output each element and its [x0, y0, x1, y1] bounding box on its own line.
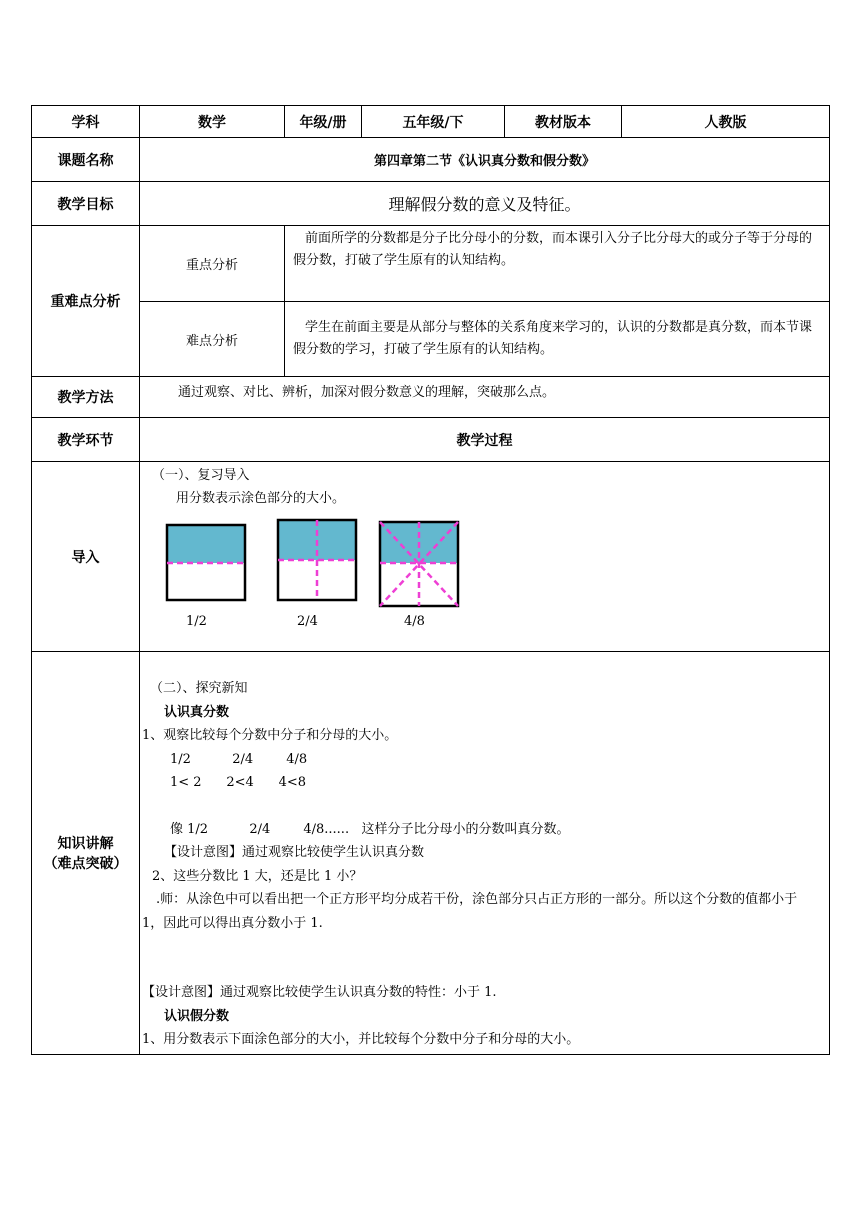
analysis-label: 重难点分析 — [32, 226, 140, 377]
definition-text: 像 1/2 2/4 4/8...... 这样分子比分母小的分数叫真分数。 — [170, 821, 570, 837]
intro-heading: （一）、复习导入 — [152, 468, 250, 483]
process-label: 教学环节 — [32, 418, 140, 462]
difficult-analysis-cell — [285, 302, 830, 377]
knowledge-cell — [140, 652, 830, 1055]
lesson-plan-table — [31, 105, 830, 1055]
method-value: 通过观察、对比、辨析，加深对假分数意义的理解，突破那么点。 — [178, 385, 556, 400]
question-3: 1、用分数表示下面涂色部分的大小，并比较每个分数中分子和分母的大小。 — [142, 1032, 580, 1047]
figure-half — [167, 525, 245, 600]
knowledge-row — [32, 652, 830, 1055]
method-row — [32, 377, 830, 418]
difficult-analysis-text: 学生在前面主要是从部分与整体的关系角度来学习的，认识的分数都是真分数，而本节课假分数的学习，打破了学生原有的认知结构。 — [293, 320, 813, 357]
knowledge-label-line1: 知识讲解 — [57, 836, 114, 852]
goal-row — [32, 182, 830, 226]
method-label: 教学方法 — [32, 377, 140, 418]
topic-row — [32, 138, 830, 182]
key-analysis-label: 重点分析 — [140, 226, 285, 302]
spacer-2 — [140, 935, 829, 981]
fraction-figures — [140, 462, 836, 650]
intro-label: 导入 — [32, 462, 140, 652]
design-note-1: 【设计意图】通过观察比较使学生认识真分数 — [164, 845, 425, 860]
figure-quarters — [278, 520, 356, 600]
textbook-value: 人教版 — [622, 106, 830, 138]
figure-eighths — [380, 522, 458, 606]
design-note-2: 【设计意图】通过观察比较使学生认识真分数的特性：小于 1. — [142, 985, 497, 1000]
intro-prompt: 用分数表示涂色部分的大小。 — [176, 491, 346, 506]
goal-value: 理解假分数的意义及特征。 — [140, 182, 830, 226]
process-row — [32, 418, 830, 462]
textbook-label: 教材版本 — [505, 106, 622, 138]
header-row — [32, 106, 830, 138]
intro-cell — [140, 462, 830, 652]
figure-half-shade — [167, 525, 245, 563]
caption-eighths: 4/8 — [404, 614, 425, 629]
proper-fraction-title: 认识真分数 — [164, 704, 230, 720]
grade-value: 五年级/下 — [362, 106, 505, 138]
goal-label: 教学目标 — [32, 182, 140, 226]
difficult-analysis-row — [32, 302, 830, 377]
fractions-row: 1/2 2/4 4/8 — [170, 751, 308, 767]
difficult-analysis-label: 难点分析 — [140, 302, 285, 377]
method-cell — [140, 377, 830, 418]
key-analysis-row — [32, 226, 830, 302]
grade-label: 年级/册 — [285, 106, 362, 138]
process-value: 教学过程 — [140, 418, 830, 462]
teacher-explanation: .师：从涂色中可以看出把一个正方形平均分成若干份，涂色部分只占正方形的一部分。所以这个分数的值都小于 1，因此可以得出真分数小于 1. — [142, 892, 798, 931]
subject-value: 数学 — [140, 106, 285, 138]
question-2: 2、这些分数比 1 大，还是比 1 小？ — [152, 868, 363, 884]
caption-half: 1/2 — [186, 614, 207, 629]
knowledge-label — [32, 652, 140, 1055]
spacer-1 — [140, 795, 829, 818]
compare-row: 1< 2 2<4 4<8 — [170, 775, 307, 790]
intro-content — [140, 462, 829, 650]
knowledge-label-line2: （难点突破） — [43, 856, 128, 872]
improper-fraction-title: 认识假分数 — [164, 1008, 230, 1024]
question-1: 1、观察比较每个分数中分子和分母的大小。 — [142, 728, 398, 743]
topic-value: 第四章第二节《认识真分数和假分数》 — [140, 138, 830, 182]
knowledge-heading: （二）、探究新知 — [150, 681, 248, 696]
key-analysis-text: 前面所学的分数都是分子比分母小的分数，而本课引入分子比分母大的或分子等于分母的假分数，打破了学生原有的认知结构。 — [293, 231, 813, 268]
topic-label: 课题名称 — [32, 138, 140, 182]
caption-quarters: 2/4 — [297, 614, 318, 629]
intro-row — [32, 462, 830, 652]
subject-label: 学科 — [32, 106, 140, 138]
key-analysis-cell — [285, 226, 830, 302]
